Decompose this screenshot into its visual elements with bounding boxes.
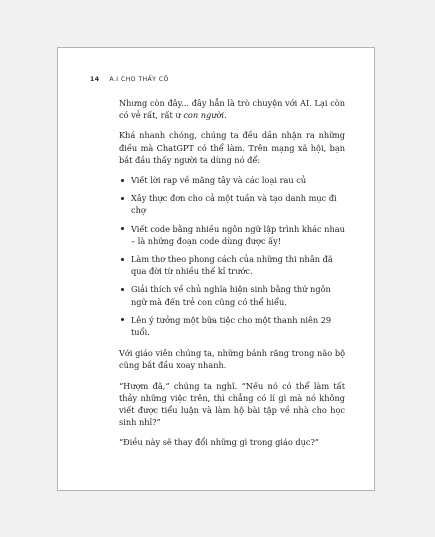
bullet-item: Viết lời rap về măng tây và các loại rau củ [119,174,345,186]
page-body [119,97,345,457]
paragraph-3: Với giáo viên chúng ta, những bánh răng trong não bộ cũng bắt đầu xoay nhanh. [119,348,345,371]
paragraph-5: “Điều này sẽ thay đổi những gì trong giáo dục?” [119,437,320,448]
paragraph-1 [119,97,345,121]
book-page [57,47,375,491]
bullet-list [119,174,345,338]
bullet-item: Lên ý tưởng một bữa tiệc cho một thanh niên 29 tuổi. [119,314,345,338]
bullet-item: Làm thơ theo phong cách của những thi nhân đã qua đời từ nhiều thế kỉ trước. [119,253,345,277]
bullet-item: Giải thích về chủ nghĩa hiện sinh bằng thứ ngôn ngữ mà đến trẻ con cũng có thể hiểu. [119,283,345,307]
running-title: A.I CHO THẤY CÔ [109,76,169,83]
bullet-item: Viết code bằng nhiều ngôn ngữ lập trình khác nhau – là những đoạn code dùng được ấy! [119,223,345,247]
paragraph-1-end: . [224,110,227,121]
paragraph-1-emphasis: con người [183,110,225,121]
paragraph-4: “Hượm đã,” chúng ta nghĩ. “Nếu nó có thể làm tất thảy những việc trên, thì chẳng có lí gì mà nó không viết được tiểu luận và làm hộ bài tập về nhà cho học sinh nhỉ?” [119,380,345,428]
paragraph-2: Khá nhanh chóng, chúng ta đều dần nhận ra những điều mà ChatGPT có thể làm. Trên mạng xã hội, bạn bắt đầu thấy người ta dùng nó để: [119,130,345,165]
bullet-item: Xây thực đơn cho cả một tuần và tạo danh mục đi chợ [119,192,345,216]
paragraph-1-text: Nhưng còn đây... đây hẳn là trò chuyện với AI. Lại còn có vẻ rất, rất ư [119,98,345,121]
page-number: 14 [90,76,100,83]
running-header [90,76,169,83]
